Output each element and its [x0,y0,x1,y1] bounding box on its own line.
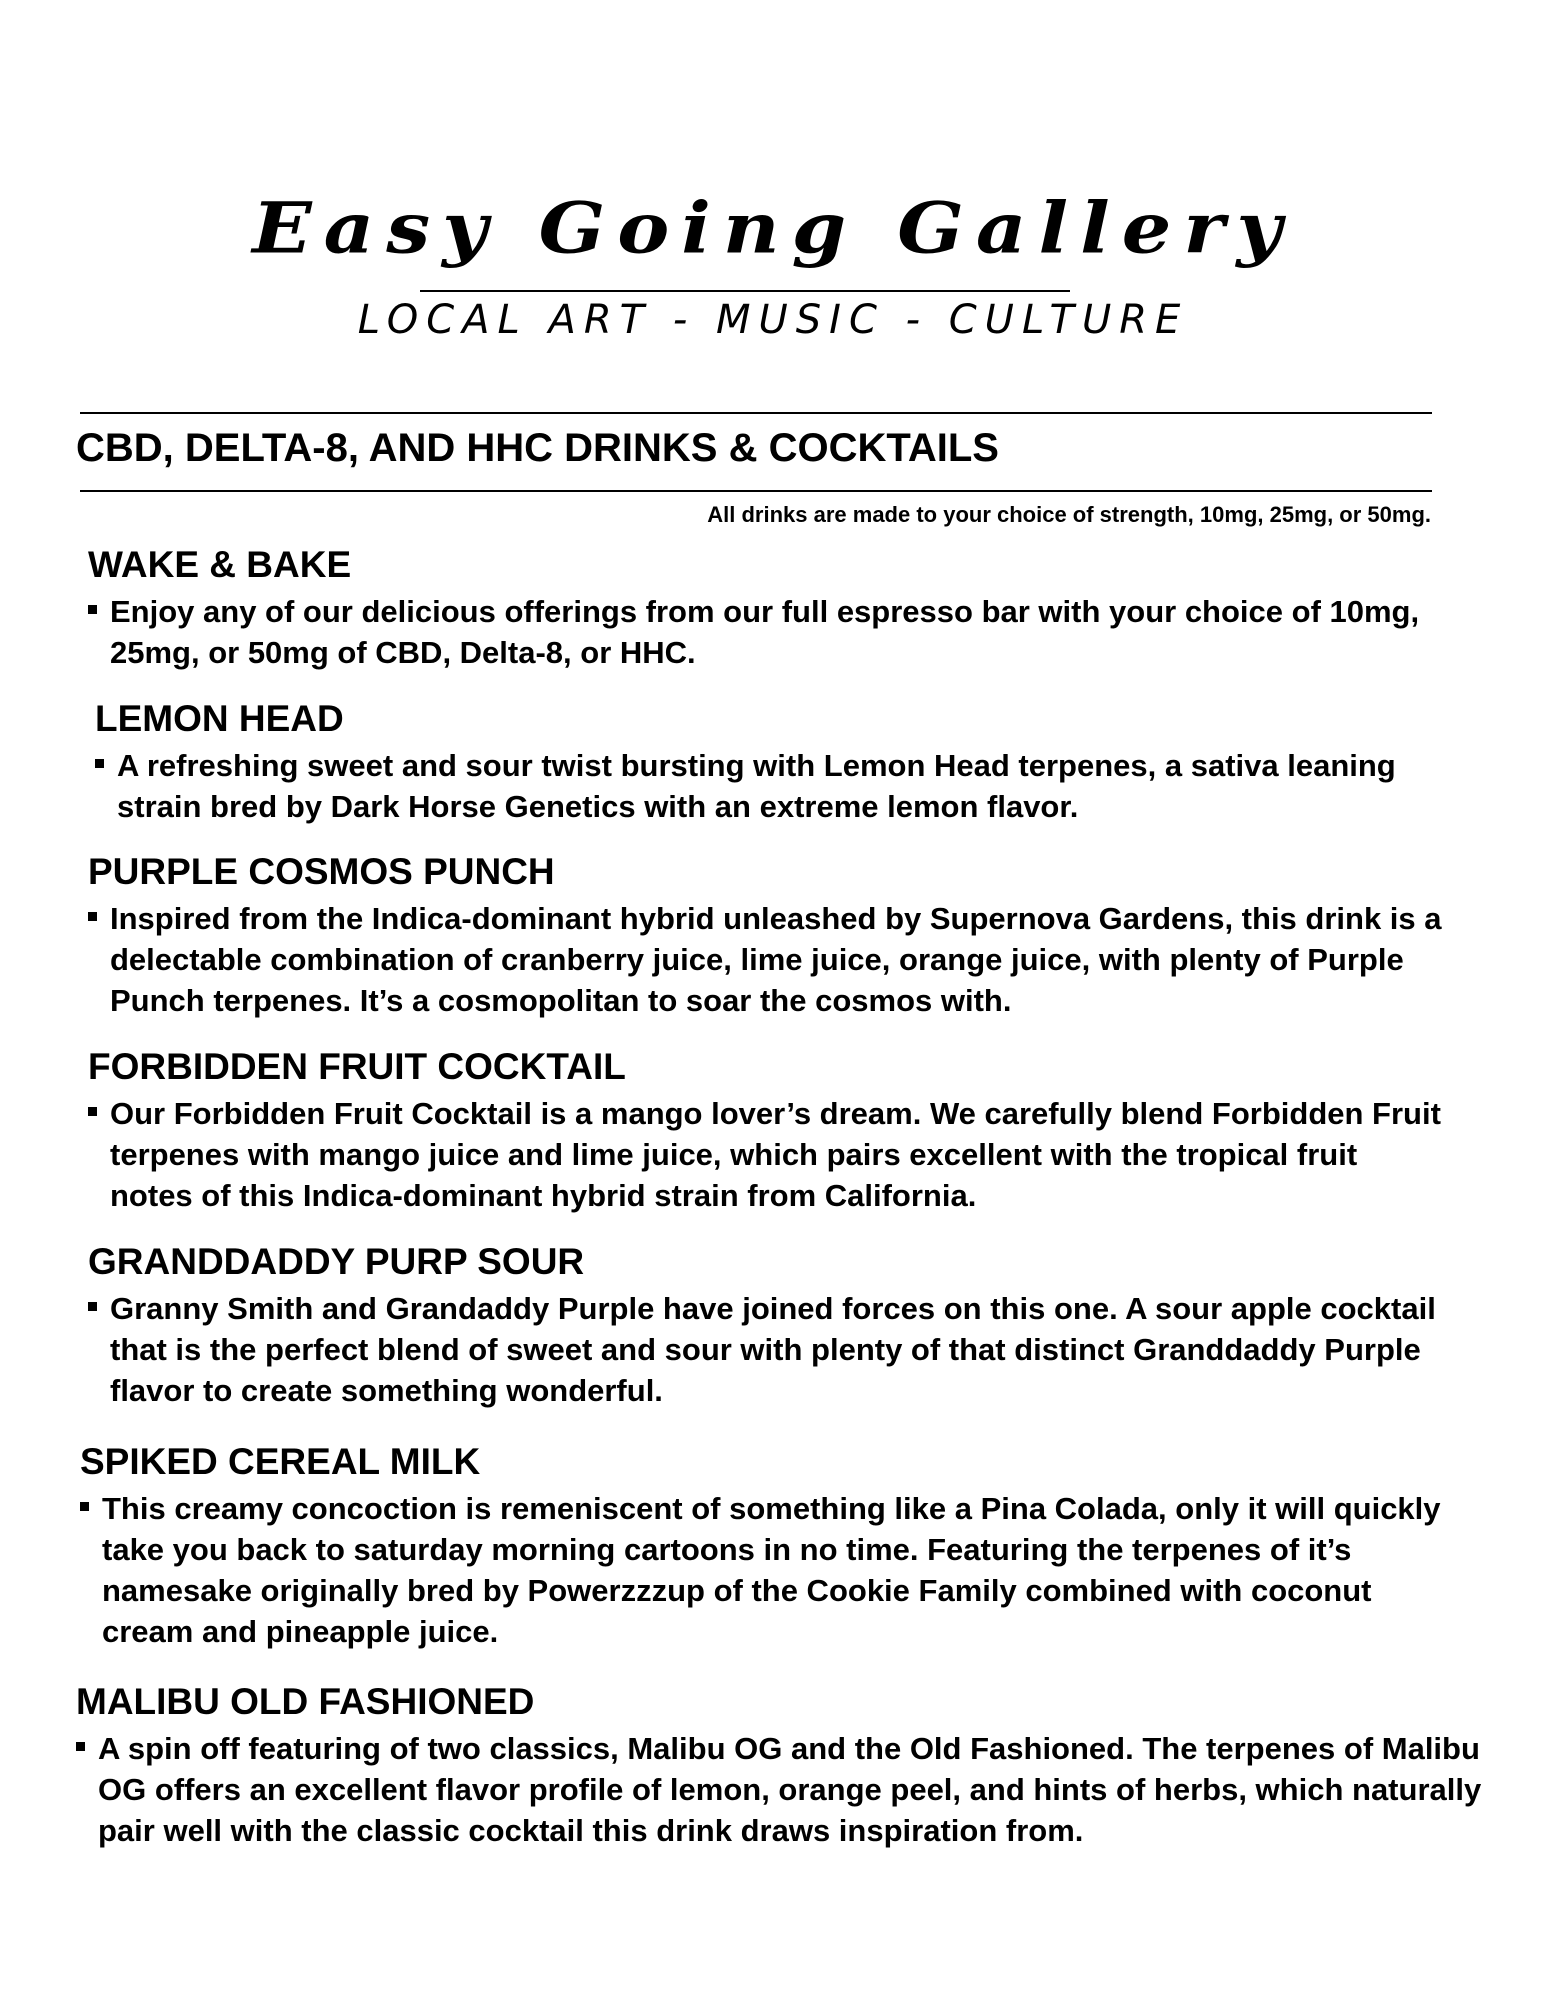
item-name: LEMON HEAD [95,698,344,739]
bullet-icon [88,1302,97,1311]
menu-item-wake-and-bake [88,543,1488,673]
item-name: GRANDDADDY PURP SOUR [88,1241,585,1282]
strength-note: All drinks are made to your choice of strength, 10mg, 25mg, or 50mg. [707,502,1431,527]
item-description-block [76,1728,1496,1851]
bullet-icon [88,605,97,614]
item-description: This creamy concoction is remeniscent of something like a Pina Colada, only it will quickly take you back to saturday morning cartoons in no time. Featuring the terpenes of it’s namesake originally bred by Powerzzzup of the Cookie Family combined with coconut cream and pineapple juice. [102,1491,1441,1650]
item-description-block [88,591,1488,673]
item-name: MALIBU OLD FASHIONED [76,1681,535,1722]
bottom-divider [80,490,1432,492]
menu-item-forbidden-fruit-cocktail [88,1045,1448,1216]
bullet-icon [80,1502,89,1511]
item-name: SPIKED CEREAL MILK [80,1441,481,1482]
item-name: WAKE & BAKE [88,544,352,585]
menu-item-malibu-old-fashioned [76,1680,1496,1851]
bullet-icon [88,1107,97,1116]
item-name: FORBIDDEN FRUIT COCKTAIL [88,1046,626,1087]
logo-title: Easy Going Gallery [252,187,1294,270]
item-description: Our Forbidden Fruit Cocktail is a mango lover’s dream. We carefully blend Forbidden Fruit terpenes with mango juice and lime juice, which pairs excellent with the tropical fruit notes of this Indica-dominant hybrid strain from California. [110,1096,1441,1214]
item-description-block [88,1093,1448,1216]
menu-heading: CBD, DELTA-8, AND HHC DRINKS & COCKTAILS [76,426,999,470]
logo-underline [420,290,1070,292]
item-description: Granny Smith and Grandaddy Purple have joined forces on this one. A sour apple cocktail that is the perfect blend of sweet and sour with plenty of that distinct Granddaddy Purple flavor to create something wonderful. [110,1291,1436,1409]
item-description: Enjoy any of our delicious offerings from our full espresso bar with your choice of 10mg, 25mg, or 50mg of CBD, Delta-8, or HHC. [110,594,1420,671]
top-divider [80,412,1432,414]
gallery-logo [0,187,1546,270]
item-description-block [95,745,1435,827]
bullet-icon [76,1742,85,1751]
menu-item-granddaddy-purp-sour [88,1240,1468,1411]
item-description: Inspired from the Indica-dominant hybrid unleashed by Supernova Gardens, this drink is a delectable combination of cranberry juice, lime juice, orange juice, with plenty of Purple Punch terpenes. It’s a cosmopolitan to soar the cosmos with. [110,901,1442,1019]
menu-item-lemon-head [95,697,1435,827]
item-description-block [88,1288,1468,1411]
item-description: A spin off featuring of two classics, Malibu OG and the Old Fashioned. The terpenes of Malibu OG offers an excellent flavor profile of lemon, orange peel, and hints of herbs, which naturally pair well with the classic cocktail this drink draws inspiration from. [98,1731,1482,1849]
menu-item-purple-cosmos-punch [88,850,1468,1021]
item-description-block [88,898,1468,1021]
item-description-block [80,1488,1460,1652]
bullet-icon [88,912,97,921]
logo-tagline: LOCAL ART - MUSIC - CULTURE [357,297,1189,343]
bullet-icon [95,759,104,768]
item-description: A refreshing sweet and sour twist bursting with Lemon Head terpenes, a sativa leaning strain bred by Dark Horse Genetics with an extreme lemon flavor. [117,748,1396,825]
item-name: PURPLE COSMOS PUNCH [88,851,555,892]
menu-item-spiked-cereal-milk [80,1440,1460,1652]
